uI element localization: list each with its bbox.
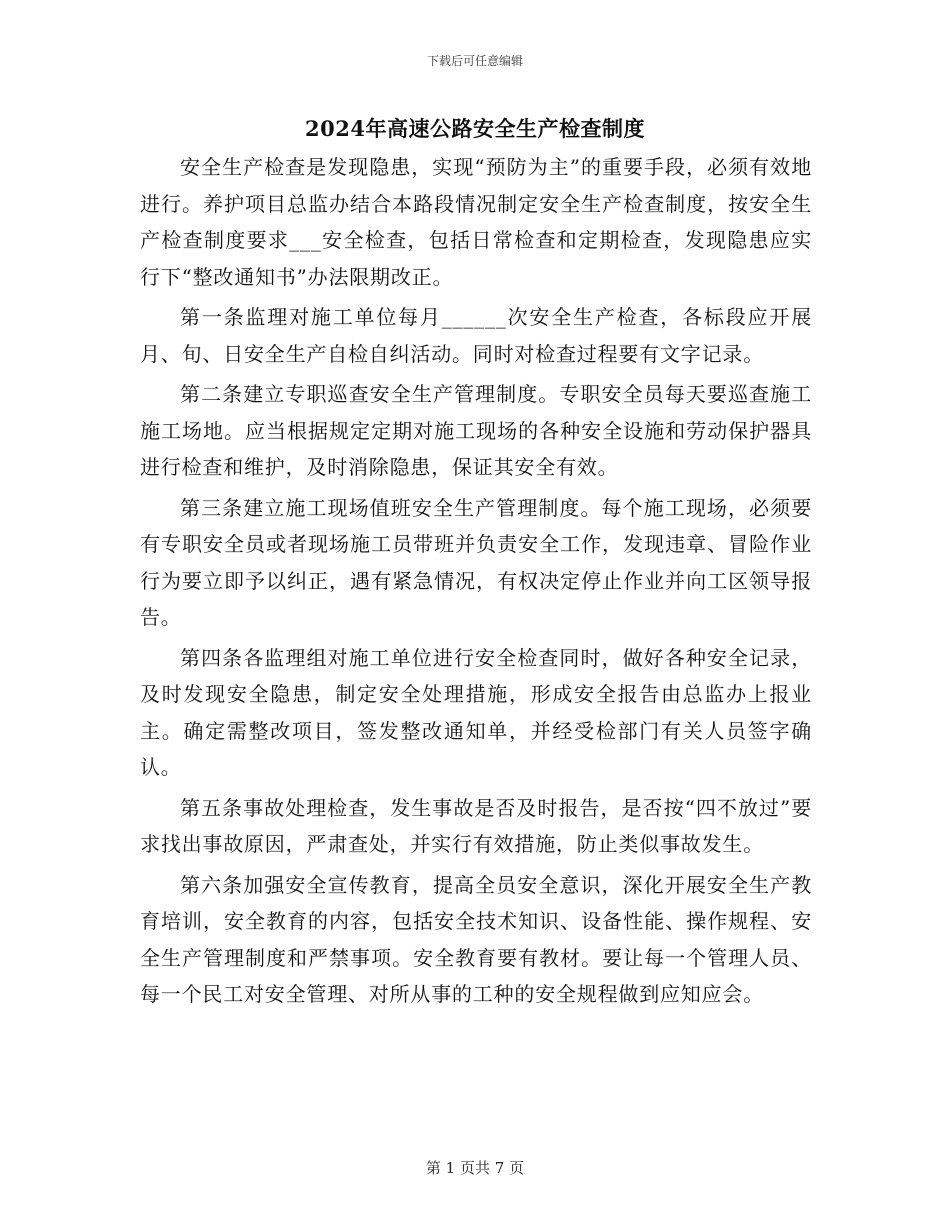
paragraph-intro: 安全生产检查是发现隐患，实现“预防为主”的重要手段，必须有效地进行。养护项目总监办结合本路段情况制定安全生产检查制度，按安全生产检查制度要求___安全检查，包括日常检查和定期检查，发现隐患应实行下“整改通知书”办法限期改正。 (140, 155, 812, 289)
paragraph-article-4: 第四条各监理组对施工单位进行安全检查同时，做好各种安全记录，及时发现安全隐患，制定安全处理措施，形成安全报告由总监办上报业主。确定需整改项目，签发整改通知单，并经受检部门有关人员签字确认。 (140, 645, 812, 779)
page-number-footer: 第 1 页共 7 页 (425, 1159, 525, 1177)
paragraph-article-2: 第二条建立专职巡查安全生产管理制度。专职安全员每天要巡查施工施工场地。应当根据规定定期对施工现场的各种安全设施和劳动保护器具进行检查和维护，及时消除隐患，保证其安全有效。 (140, 382, 812, 479)
document-body (140, 149, 812, 1017)
document-title: 2024年高速公路安全生产检查制度 (305, 116, 645, 141)
paragraph-article-5: 第五条事故处理检查，发生事故是否及时报告，是否按“四不放过”要求找出事故原因，严肃查处，并实行有效措施，防止类似事故发生。 (140, 795, 812, 856)
page-header-note: 下载后可任意编辑 (426, 54, 523, 68)
paragraph-article-6: 第六条加强安全宣传教育，提高全员安全意识，深化开展安全生产教育培训，安全教育的内容，包括安全技术知识、设备性能、操作规程、安全生产管理制度和严禁事项。安全教育要有教材。要让每一个管理人员、每一个民工对安全管理、对所从事的工种的安全规程做到应知应会。 (140, 872, 812, 1006)
paragraph-article-3: 第三条建立施工现场值班安全生产管理制度。每个施工现场，必须要有专职安全员或者现场施工员带班并负责安全工作，发现违章、冒险作业行为要立即予以纠正，遇有紧急情况，有权决定停止作业并向工区领导报告。 (140, 495, 812, 629)
paragraph-article-1: 第一条监理对施工单位每月______次安全生产检查，各标段应开展月、旬、日安全生产自检自纠活动。同时对检查过程要有文字记录。 (140, 305, 812, 366)
